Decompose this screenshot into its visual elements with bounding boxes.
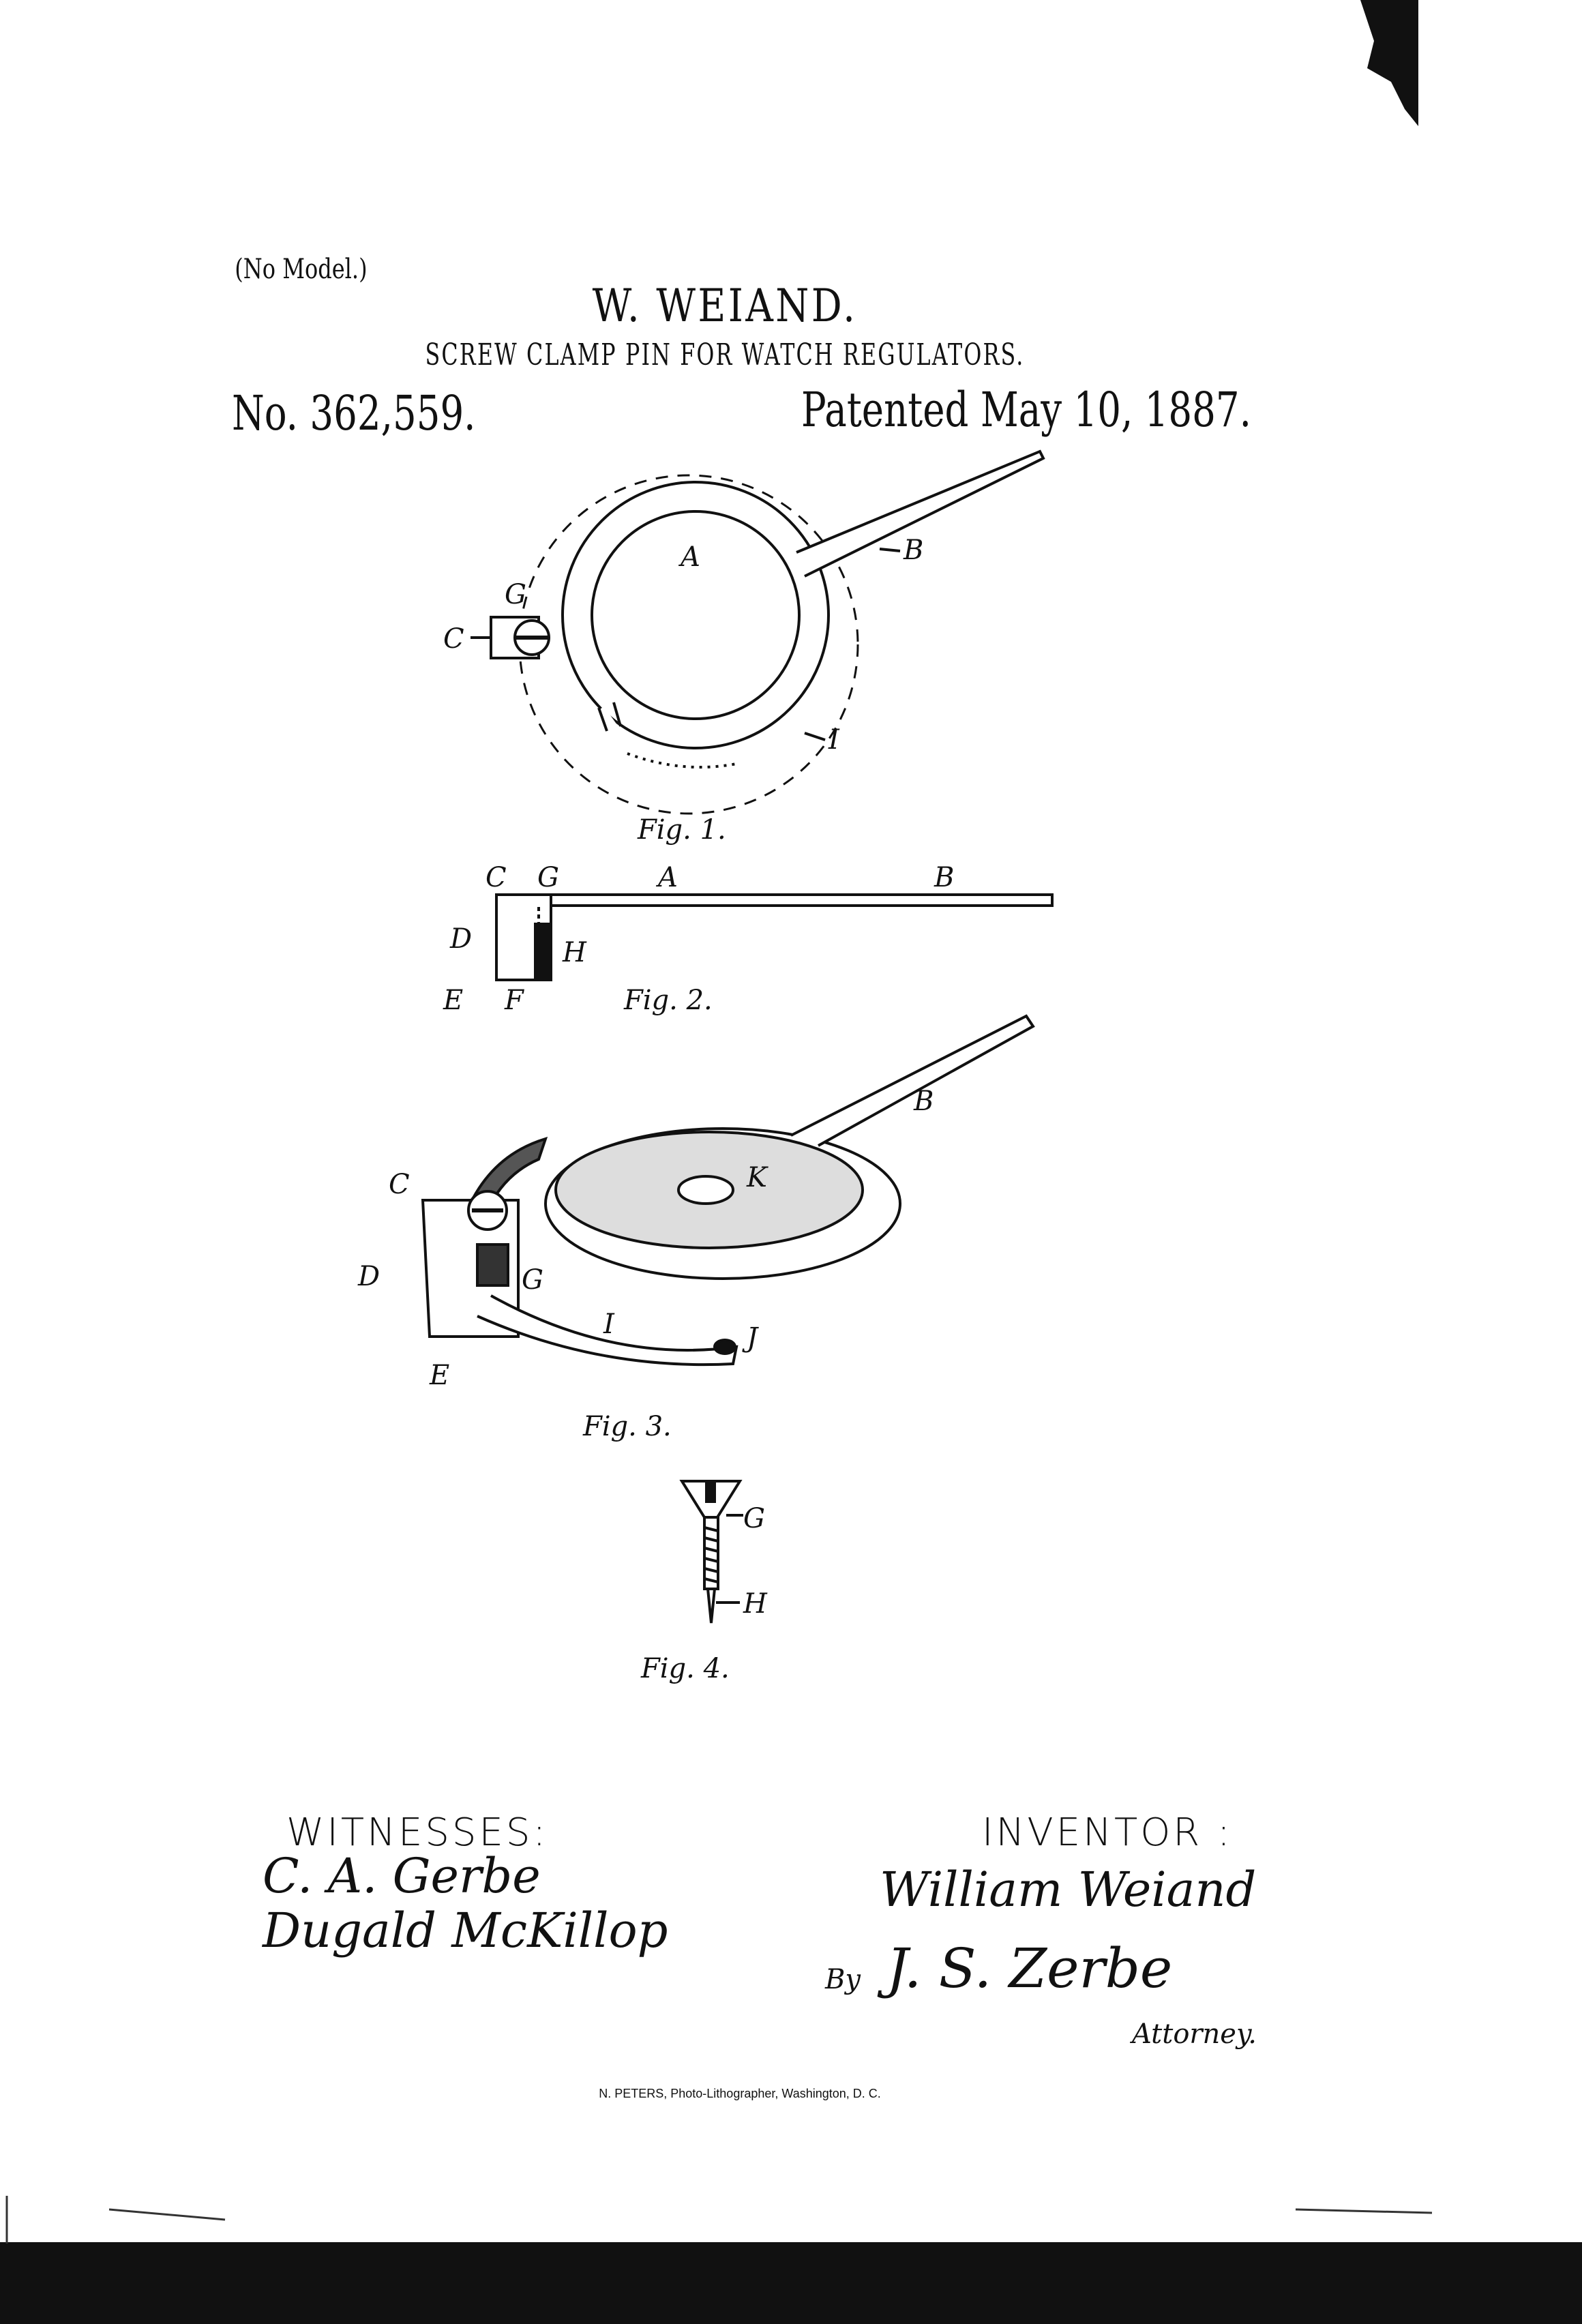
inventor-label: INVENTOR : (982, 1811, 1233, 1855)
fig1-label-b: B (903, 535, 923, 566)
bottom-scan-band (0, 2242, 1582, 2324)
fig2-label-e: E (443, 985, 463, 1016)
patent-date: Patented May 10, 1887. (801, 382, 1251, 438)
witness-signature-1: C. A. Gerbe (263, 1848, 541, 1904)
patent-number: No. 362,559. (232, 385, 476, 441)
fig2-caption: Fig. 2. (623, 985, 713, 1016)
fig2-label-d: D (449, 923, 472, 955)
fig2-label-f: F (504, 985, 524, 1016)
fig3-label-j: J (742, 1322, 759, 1354)
fig2-label-c: C (486, 862, 507, 893)
fig1-caption: Fig. 1. (637, 814, 726, 846)
figure-3 (423, 1016, 1033, 1365)
fig3-label-c: C (389, 1169, 410, 1200)
fig1-label-c: C (443, 623, 464, 655)
witness-signature-2: Dugald McKillop (263, 1903, 668, 1958)
fig3-label-i: I (603, 1309, 615, 1340)
figure-4 (682, 1481, 743, 1623)
fig3-label-k: K (746, 1162, 768, 1193)
fig3-label-g: G (522, 1264, 543, 1296)
fig2-label-g: G (537, 862, 559, 893)
fig4-label-h: H (743, 1588, 768, 1620)
no-model-note: (No Model.) (235, 254, 367, 285)
patent-drawing-sheet (0, 0, 1582, 2324)
fig3-label-d: D (357, 1261, 380, 1292)
fig3-caption: Fig. 3. (582, 1411, 672, 1442)
fig1-label-i: I (828, 724, 840, 756)
fig4-label-g: G (743, 1503, 765, 1534)
fig2-label-b: B (934, 862, 954, 893)
fig3-label-b: B (913, 1086, 934, 1117)
fig1-label-a: A (678, 541, 700, 573)
fig2-label-a: A (655, 862, 678, 893)
fig1-label-g: G (505, 579, 526, 610)
inventor-name-heading: W. WEIAND. (593, 280, 858, 332)
fig2-label-h: H (562, 937, 587, 968)
fig4-caption: Fig. 4. (640, 1653, 730, 1684)
corner-scan-artifact (1360, 0, 1418, 126)
fig3-label-e: E (429, 1360, 449, 1391)
inventor-signature: William Weiand (880, 1862, 1256, 1918)
attorney-label: Attorney. (1132, 2018, 1257, 2050)
figure-1 (471, 451, 1043, 814)
by-label: By (825, 1964, 861, 1995)
figures-drawing (0, 0, 1582, 2324)
printer-credit: N. PETERS, Photo-Lithographer, Washington, D. C. (599, 2087, 881, 2101)
witnesses-label: WITNESSES: (286, 1811, 548, 1855)
attorney-signature: J. S. Zerbe (886, 1937, 1172, 2000)
patent-title: SCREW CLAMP PIN FOR WATCH REGULATORS. (426, 338, 1025, 372)
